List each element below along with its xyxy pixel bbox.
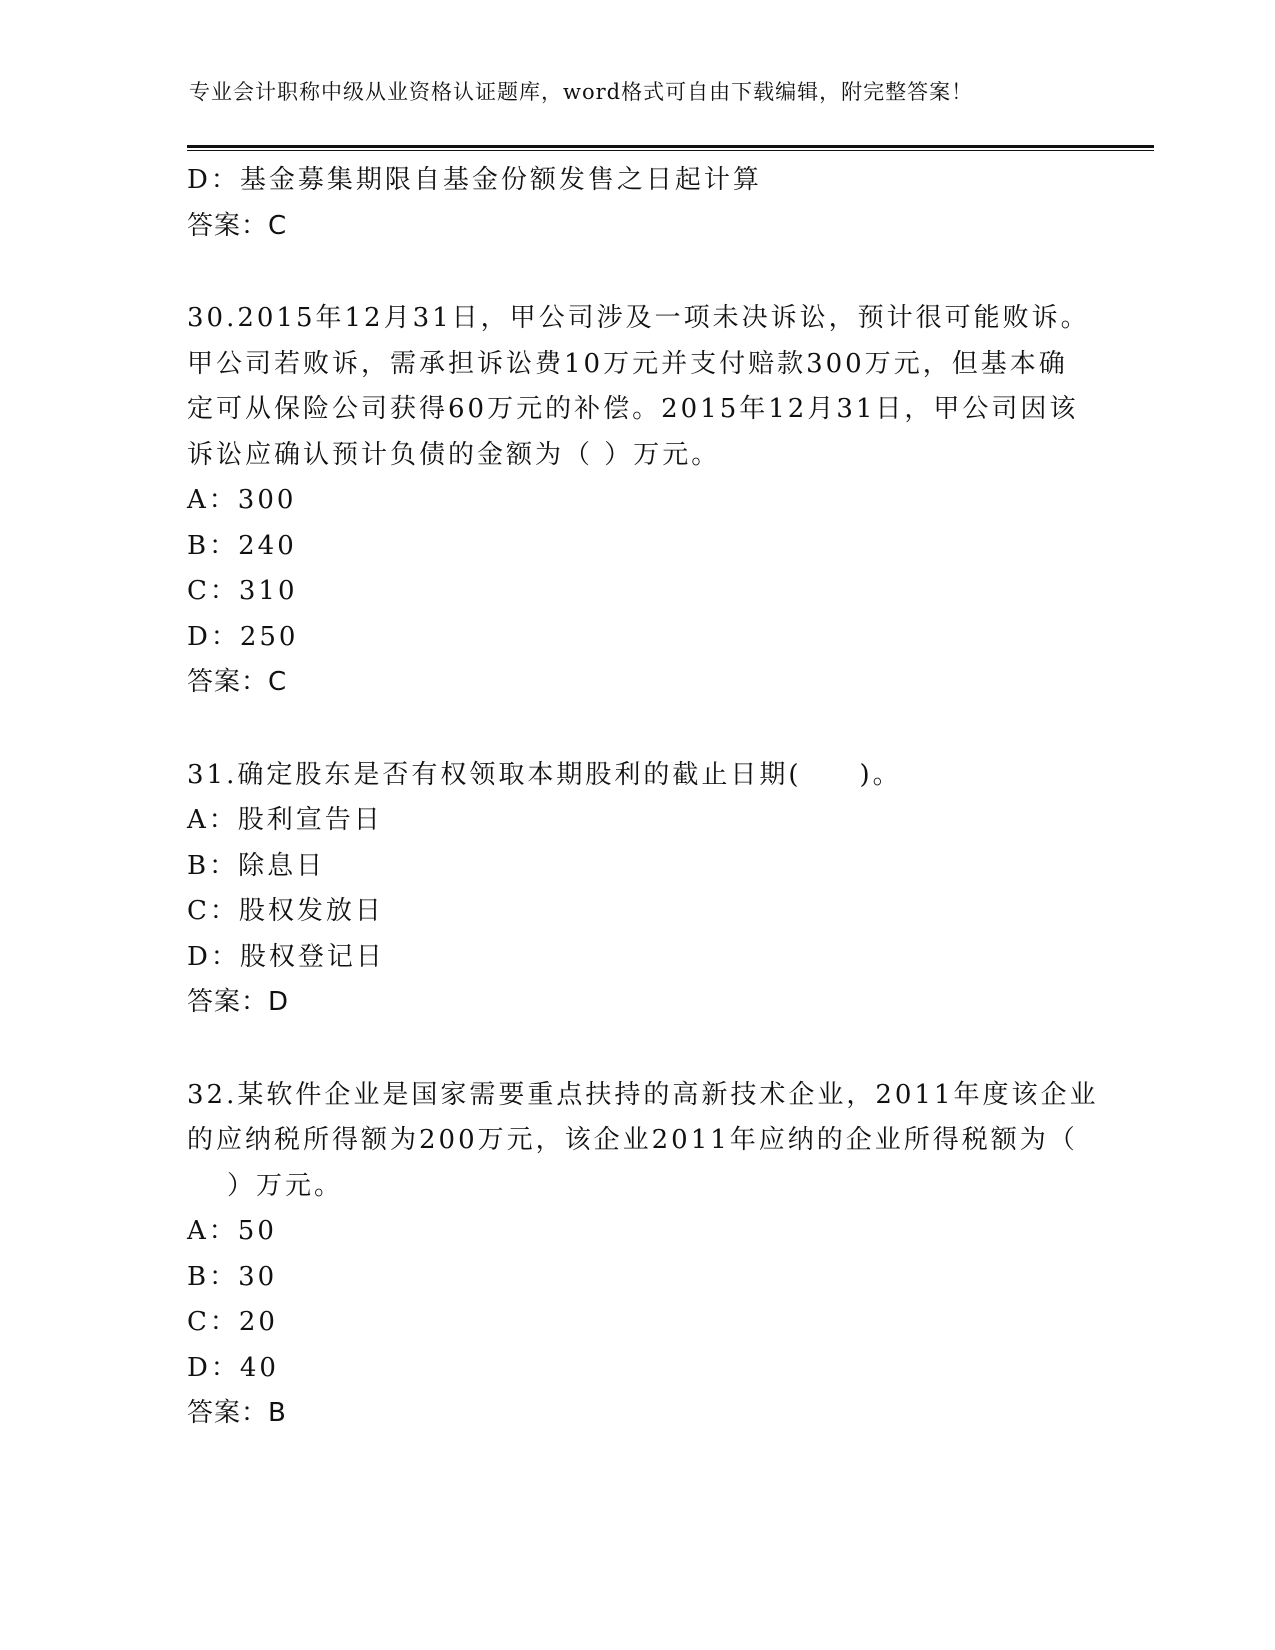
- question-stem-line: 诉讼应确认预计负债的金额为（ ）万元。: [187, 439, 721, 470]
- option-c: C：20: [187, 1307, 278, 1337]
- carryover-option-d: D：基金募集期限自基金份额发售之日起计算: [187, 165, 762, 195]
- spacer: [187, 706, 1087, 753]
- option-b: B：240: [187, 530, 297, 561]
- question-list: [187, 158, 1099, 1437]
- question-stem-line: 30.2015年12月31日，甲公司涉及一项未决诉讼，预计很可能败诉。: [187, 303, 1090, 333]
- option-d: D：40: [187, 1352, 279, 1383]
- header-rule-thick: [187, 145, 1154, 148]
- option-b: B：30: [187, 1261, 278, 1292]
- question-31: [187, 753, 1087, 1026]
- question-stem-line: 的应纳税所得额为200万元，该企业2011年应纳的企业所得税额为（: [187, 1125, 1078, 1155]
- spacer: [187, 1026, 1087, 1073]
- carryover-answer: 答案：C: [187, 210, 288, 241]
- question-stem-line: 31.确定股东是否有权领取本期股利的截止日期( )。: [187, 759, 902, 790]
- question-32: [187, 1073, 1099, 1437]
- answer: 答案：B: [187, 1398, 287, 1428]
- option-d: D：250: [187, 621, 299, 652]
- option-a: A：股利宣告日: [187, 805, 383, 835]
- question-30: [187, 296, 1090, 706]
- option-a: A：300: [187, 485, 297, 515]
- header-rule-thin: [187, 150, 1154, 151]
- option-d: D：股权登记日: [187, 941, 385, 972]
- spacer: [187, 249, 1087, 296]
- question-stem-line: 32.某软件企业是国家需要重点扶持的高新技术企业，2011年度该企业: [187, 1079, 1099, 1110]
- option-c: C：310: [187, 576, 298, 606]
- option-c: C：股权发放日: [187, 896, 384, 926]
- answer: 答案：C: [187, 667, 288, 697]
- option-b: B：除息日: [187, 850, 326, 881]
- answer: 答案：D: [187, 987, 290, 1017]
- page-header: 专业会计职称中级从业资格认证题库，word格式可自由下载编辑，附完整答案！: [189, 80, 974, 104]
- option-a: A：50: [187, 1216, 277, 1246]
- question-stem-line: 定可从保险公司获得60万元的补偿。2015年12月31日，甲公司因该: [187, 394, 1079, 424]
- question-stem-line: ）万元。: [227, 1170, 344, 1201]
- question-stem-line: 甲公司若败诉，需承担诉讼费10万元并支付赔款300万元，但基本确: [187, 348, 1068, 379]
